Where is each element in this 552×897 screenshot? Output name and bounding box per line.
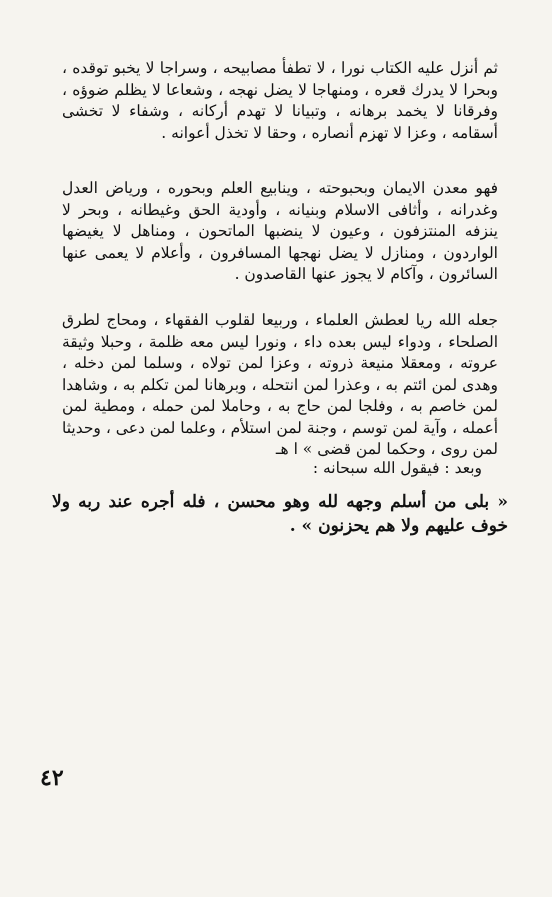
- paragraph-1: ثم أنزل عليه الكتاب نورا ، لا تطفأ مصابيحه ، وسراجا لا يخبو توقده ، وبحرا لا يدرك قعره ، ومنهاجا لا يضل نهجه ، وشعاعا لا يظلم ضوؤه ، وفرقانا لا يخمد برهانه ، وتبيانا لا تهدم أركانه ، وشفاء لا تخشى أسقامه ، وعزا لا تهزم أنصاره ، وحقا لا تخذل أعوانه .: [62, 59, 498, 142]
- page-number: ٤٢: [40, 765, 64, 791]
- intro-line: وبعد : فيقول الله سبحانه :: [312, 459, 482, 477]
- paragraph-2: فهو معدن الايمان وبحبوحته ، وينابيع العلم وبحوره ، ورياض العدل وغدرانه ، وأثافى الاسلام وبنيانه ، وأودية الحق وغيطانه ، وبحر لا ينزفه المنتزفون ، وعيون لا ينضبها الماتحون ، ومناهل لا يغيضها الواردون ، ومنازل لا يضل نهجها المسافرون ، وأعلام لا يعمى عنها السائرون ، وآكام لا يجوز عنها القاصدون .: [62, 179, 498, 283]
- quran-quote: « بلى من أسلم وجهه لله وهو محسن ، فله أجره عند ربه ولا خوف عليهم ولا هم يحزنون » .: [52, 492, 508, 536]
- paragraph-3: جعله الله ريا لعطش العلماء ، وربيعا لقلوب الفقهاء ، ومحاج لطرق الصلحاء ، ودواء ليس بعده داء ، ونورا ليس معه ظلمة ، وحبلا وثيقة عروته ، ومعقلا منيعة ذروته ، وعزا لمن تولاه ، وسلما لمن دخله ، وهدى لمن ائتم به ، وعذرا لمن انتحله ، وبرهانا لمن تكلم به ، وشاهدا لمن خاصم به ، وفلجا لمن حاج به ، وحاملا لمن حمله ، ومطية لمن أعمله ، وآية لمن توسم ، وجنة لمن استلأم ، وعلما لمن دعى ، وحديثا لمن روى ، وحكما لمن قضى » ا هـ: [62, 311, 498, 458]
